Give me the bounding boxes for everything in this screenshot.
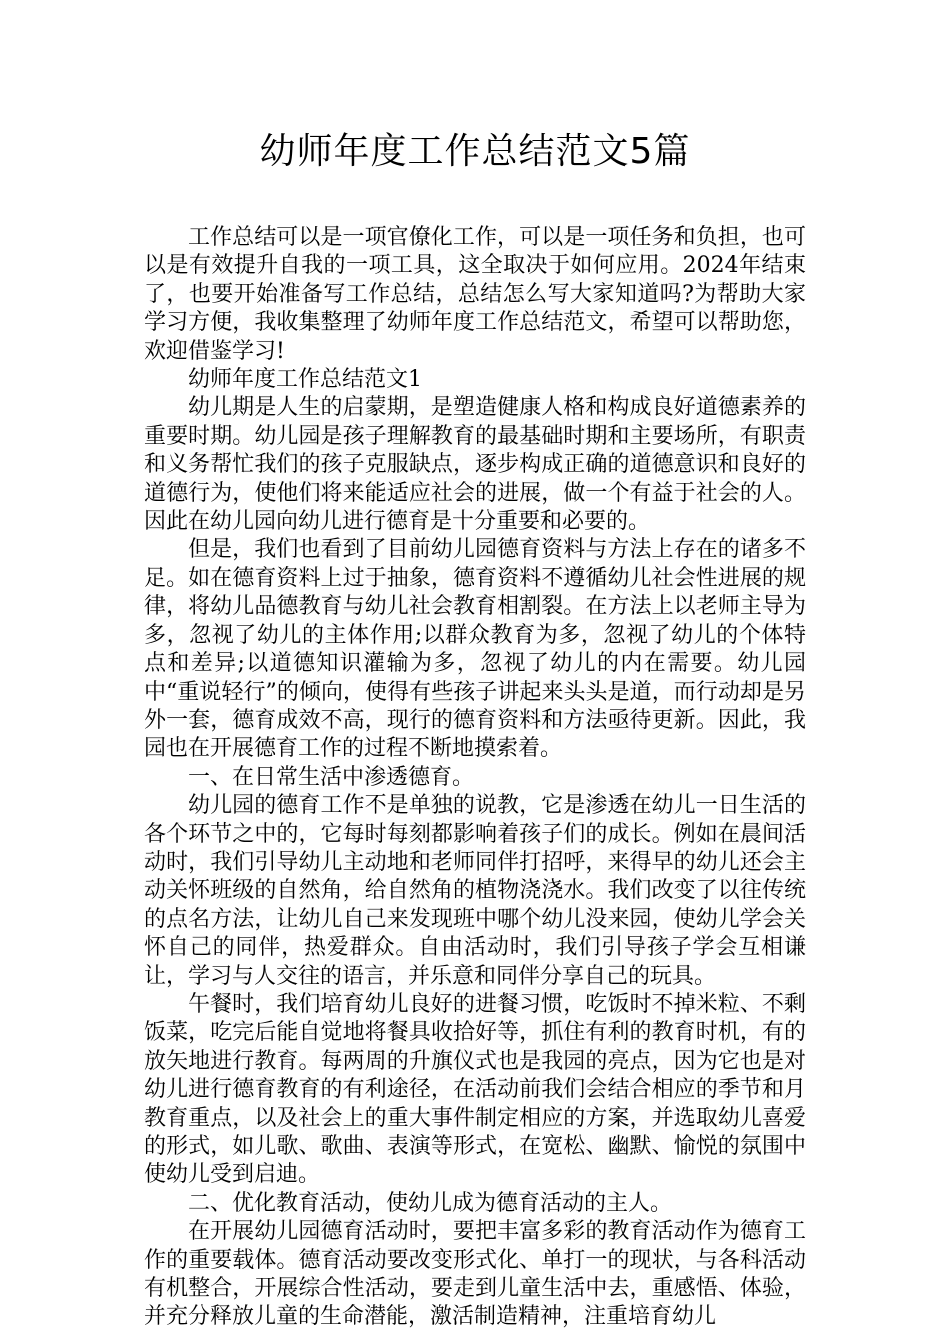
body-paragraph: 幼儿期是人生的启蒙期，是塑造健康人格和构成良好道德素养的重要时期。幼儿园是孩子理解教育的最基础时期和主要场所，有职责和义务帮忙我们的孩子克服缺点，逐步构成正确的道德意识和良好的道德行为，使他们将来能适应社会的进展，做一个有益于社会的人。因此在幼儿园向幼儿进行德育是十分重要和必要的。 (144, 395, 806, 535)
body-paragraph: 幼儿园的德育工作不是单独的说教，它是渗透在幼儿一日生活的各个环节之中的，它每时每刻都影响着孩子们的成长。例如在晨间活动时，我们引导幼儿主动地和老师同伴打招呼，来得早的幼儿还会主动关怀班级的自然角，给自然角的植物浇浇水。我们改变了以往传统的点名方法，让幼儿自己来发现班中哪个幼儿没来园，使幼儿学会关怀自己的同伴，热爱群众。自由活动时，我们引导孩子学会互相谦让，学习与人交往的语言，并乐意和同伴分享自己的玩具。 (144, 793, 806, 989)
body-paragraph: 但是，我们也看到了目前幼儿园德育资料与方法上存在的诸多不足。如在德育资料上过于抽象，德育资料不遵循幼儿社会性进展的规律，将幼儿品德教育与幼儿社会教育相割裂。在方法上以老师主导为多，忽视了幼儿的主体作用;以群众教育为多，忽视了幼儿的个体特点和差异;以道德知识灌输为多，忽视了幼儿的内在需要。幼儿园中“重说轻行”的倾向，使得有些孩子讲起来头头是道，而行动却是另外一套，德育成效不高，现行的德育资料和方法亟待更新。因此，我园也在开展德育工作的过程不断地摸索着。 (144, 537, 806, 762)
body-paragraph: 午餐时，我们培育幼儿良好的进餐习惯，吃饭时不掉米粒、不剩饭菜，吃完后能自觉地将餐具收拾好等，抓住有利的教育时机，有的放矢地进行教育。每两周的升旗仪式也是我园的亮点，因为它也是对幼儿进行德育教育的有利途径，在活动前我们会结合相应的季节和月教育重点，以及社会上的重大事件制定相应的方案，并选取幼儿喜爱的形式，如儿歌、歌曲、表演等形式，在宽松、幽默、愉悦的氛围中使幼儿受到启迪。 (144, 991, 806, 1188)
document-title: 幼师年度工作总结范文5篇 (259, 131, 691, 172)
body-paragraph: 在开展幼儿园德育活动时，要把丰富多彩的教育活动作为德育工作的重要载体。德育活动要改变形式化、单打一的现状，与各科活动有机整合，开展综合性活动，要走到儿童生活中去，重感悟、体验，并充分释放儿童的生命潜能，激活制造精神，注重培育幼儿 (144, 1219, 806, 1330)
document-body (144, 224, 806, 1332)
intro-paragraph: 工作总结可以是一项官僚化工作，可以是一项任务和负担，也可以是有效提升自我的一项工具，这全取决于如何应用。2024年结束了，也要开始准备写工作总结，总结怎么写大家知道吗?为帮助大家学习方便，我收集整理了幼师年度工作总结范文，希望可以帮助您，欢迎借鉴学习! (144, 225, 806, 364)
section-heading-essay-1: 幼师年度工作总结范文1 (188, 367, 422, 393)
subheading-daily-life: 一、在日常生活中渗透德育。 (188, 764, 475, 790)
subheading-optimize-activities: 二、优化教育活动，使幼儿成为德育活动的主人。 (188, 1190, 673, 1216)
